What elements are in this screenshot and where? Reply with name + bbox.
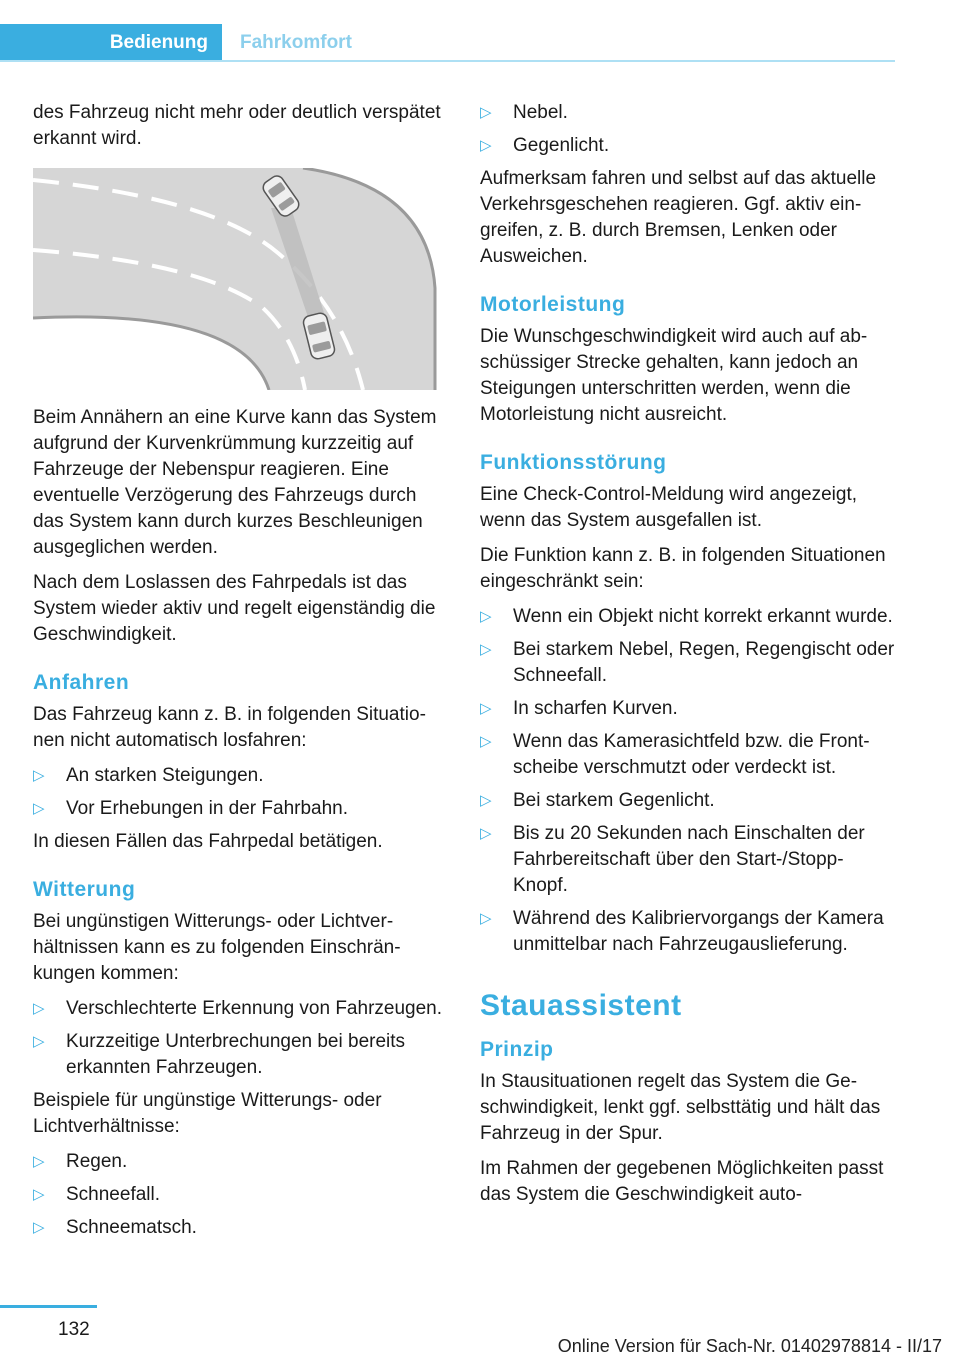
triangle-bullet-icon: ▷ — [33, 1219, 45, 1236]
witterung-examples-list — [33, 1149, 448, 1241]
triangle-bullet-icon: ▷ — [33, 800, 45, 817]
list-item: ▷ Wenn das Kamerasichtfeld bzw. die Frontscheibe verschmutzt oder verdeckt ist. — [480, 731, 870, 778]
prinzip-text2: Im Rahmen der gegebenen Möglichkeiten passt das System die Geschwindigkeit auto- — [480, 1158, 884, 1205]
header-tabbar — [0, 0, 895, 62]
right-column — [480, 100, 896, 1217]
heading-stauassistent: Stauassistent — [480, 989, 682, 1022]
triangle-bullet-icon: ▷ — [33, 1000, 45, 1017]
header-divider — [0, 60, 895, 62]
anfahren-after: In diesen Fällen das Fahrpedal betätigen. — [33, 831, 383, 852]
list-item: ▷ An starken Steigungen. — [33, 763, 448, 789]
attention-paragraph: Aufmerksam fahren und selbst auf das aktuelle Verkehrsgeschehen reagieren. Ggf. aktiv eingreifen, z. B. durch Bremsen, Lenken oder Ausweichen. — [480, 168, 877, 267]
triangle-bullet-icon: ▷ — [480, 137, 492, 154]
list-item: ▷ Kurzzeitige Unterbrechungen bei bereits erkannten Fahrzeugen. — [33, 1031, 406, 1078]
funktionsstoerung-list — [480, 604, 896, 958]
list-item: ▷ Schneematsch. — [33, 1215, 448, 1241]
funktionsstoerung-text1: Eine Check-Control-Meldung wird angezeigt, wenn das System ausgefallen ist. — [480, 484, 858, 531]
funktionsstoerung-text2: Die Funktion kann z. B. in folgenden Situationen eingeschränkt sein: — [480, 545, 886, 592]
triangle-bullet-icon: ▷ — [33, 1186, 45, 1203]
witterung-list — [33, 996, 448, 1081]
triangle-bullet-icon: ▷ — [33, 1153, 45, 1170]
heading-motorleistung: Motorleistung — [480, 293, 626, 316]
witterung-text2: Beispiele für ungünstige Witterungs- oder Lichtverhältnisse: — [33, 1090, 382, 1137]
list-item: ▷ Bei starkem Gegenlicht. — [480, 788, 896, 814]
triangle-bullet-icon: ▷ — [480, 733, 492, 750]
heading-funktionsstoerung: Funktionsstörung — [480, 451, 667, 474]
left-column — [33, 100, 448, 1248]
heading-anfahren: Anfahren — [33, 671, 130, 694]
anfahren-text: Das Fahrzeug kann z. B. in folgenden Situationen nicht automatisch losfahren: — [33, 704, 426, 751]
list-item: ▷ Verschlechterte Erkennung von Fahrzeugen. — [33, 996, 448, 1022]
online-version-note: Online Version für Sach-Nr. 01402978814 - II/17 — [557, 1336, 942, 1356]
triangle-bullet-icon: ▷ — [480, 700, 492, 717]
list-item: ▷ Nebel. — [480, 100, 896, 126]
list-item: ▷ Bei starkem Nebel, Regen, Regengischt oder Schneefall. — [480, 639, 895, 686]
footer-divider — [0, 1305, 97, 1308]
motorleistung-text: Die Wunschgeschwindigkeit wird auch auf abschüssiger Strecke gehalten, kann jedoch an Steigungen unterschritten werden, wenn die Motorleistung nicht ausreicht. — [480, 326, 868, 425]
witterung-text: Bei ungünstigen Witterungs- oder Lichtverhältnissen kann es zu folgenden Einschränkungen kommen: — [33, 911, 401, 984]
list-item: ▷ Wenn ein Objekt nicht korrekt erkannt wurde. — [480, 604, 896, 630]
curve-traffic-illustration — [33, 168, 448, 390]
triangle-bullet-icon: ▷ — [480, 104, 492, 121]
curve-paragraph: Beim Annähern an eine Kurve kann das System aufgrund der Kurvenkrümmung kurzzeitig auf Fahrzeuge der Nebenspur reagieren. Eine eventuelle Verzögerung des Fahrzeugs durch das System kann durch kurzes Beschleunigen ausgeglichen werden. — [33, 407, 437, 558]
anfahren-list — [33, 763, 448, 822]
conditions-list-continued — [480, 100, 896, 159]
list-item: ▷ Vor Erhebungen in der Fahrbahn. — [33, 796, 448, 822]
triangle-bullet-icon: ▷ — [480, 641, 492, 658]
triangle-bullet-icon: ▷ — [33, 767, 45, 784]
list-item: ▷ In scharfen Kurven. — [480, 696, 896, 722]
intro-text: des Fahrzeug nicht mehr oder deutlich verspätet erkannt wird. — [33, 102, 441, 149]
triangle-bullet-icon: ▷ — [33, 1033, 45, 1050]
list-item: ▷ Bis zu 20 Sekunden nach Einschalten der Fahrbereitschaft über den Start-/Stopp-Knopf. — [480, 823, 865, 896]
list-item: ▷ Schneefall. — [33, 1182, 448, 1208]
triangle-bullet-icon: ▷ — [480, 910, 492, 927]
list-item: ▷ Gegenlicht. — [480, 133, 896, 159]
triangle-bullet-icon: ▷ — [480, 825, 492, 842]
release-paragraph: Nach dem Loslassen des Fahrpedals ist das System wieder aktiv und regelt eigenständig die Geschwindigkeit. — [33, 572, 436, 645]
triangle-bullet-icon: ▷ — [480, 608, 492, 625]
heading-prinzip: Prinzip — [480, 1038, 554, 1061]
page-number: 132 — [58, 1319, 90, 1340]
tab-bedienung[interactable]: Bedienung — [0, 24, 222, 61]
tab-fahrkomfort[interactable]: Fahrkomfort — [240, 32, 352, 53]
heading-witterung: Witterung — [33, 878, 136, 901]
list-item: ▷ Regen. — [33, 1149, 448, 1175]
list-item: ▷ Während des Kalibriervorgangs der Kamera unmittelbar nach Fahrzeugauslieferung. — [480, 908, 884, 955]
prinzip-text1: In Stausituationen regelt das System die Geschwindigkeit, lenkt ggf. selbsttätig und hält das Fahrzeug in der Spur. — [480, 1071, 881, 1144]
triangle-bullet-icon: ▷ — [480, 792, 492, 809]
